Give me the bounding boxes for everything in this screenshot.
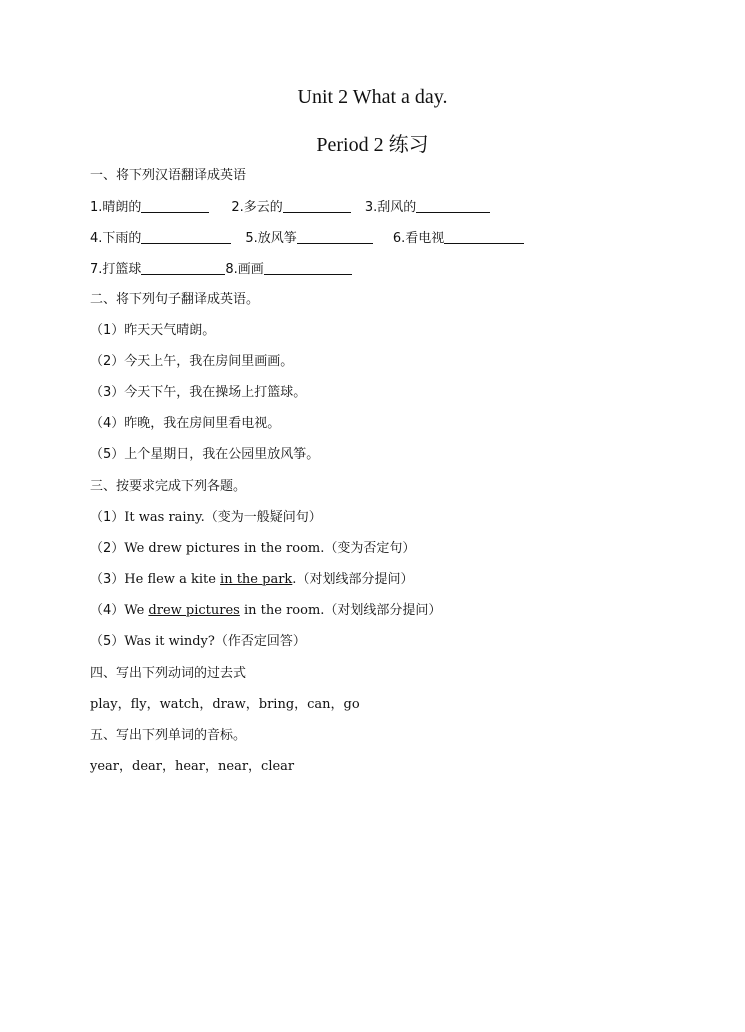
section-4-heading: 四、写出下列动词的过去式 [90,666,247,681]
item-label: 1.晴朗的 [90,200,142,215]
answer-blank[interactable] [141,261,225,275]
item-label: 3.刮风的 [364,200,417,215]
answer-blank[interactable] [416,199,490,213]
item-label: 7.打篮球 [90,262,142,277]
item-label: 5.放风筝 [245,231,297,246]
section-1-row-1 [90,199,490,216]
item-label: 4.下雨的 [90,231,142,246]
item-label: 6.看电视 [392,231,445,246]
sentence-item: （3）今天下午，我在操场上打篮球。 [90,385,307,400]
answer-blank[interactable] [297,230,373,244]
page-subtitle: Period 2 练习 [316,134,429,156]
section-1-row-3 [90,261,352,278]
item-label: 8.画画 [225,262,264,277]
exercise-item-4: （4）We drew pictures in the room.（对划线部分提问） [90,603,442,618]
section-2-heading: 二、将下列句子翻译成英语。 [90,292,260,307]
sentence-item: （2）今天上午，我在房间里画画。 [90,354,294,369]
verb-list: play，fly，watch，draw，bring，can，go [90,697,360,712]
word-list: year，dear，hear，near，clear [90,759,295,774]
section-1-heading: 一、将下列汉语翻译成英语 [90,168,247,183]
exercise-item-1: （1）It was rainy.（变为一般疑问句） [90,510,322,525]
answer-blank[interactable] [444,230,524,244]
sentence-item: （4）昨晚，我在房间里看电视。 [90,416,281,431]
sentence-item: （1）昨天天气晴朗。 [90,323,216,338]
page-title: Unit 2 What a day. [297,86,448,108]
item-label: 2.多云的 [231,200,283,215]
section-1-row-2 [90,230,524,247]
answer-blank[interactable] [264,261,352,275]
exercise-item-5: （5）Was it windy?（作否定回答） [90,634,306,649]
exercise-item-3: （3）He flew a kite in the park.（对划线部分提问） [90,572,414,587]
underlined-phrase: in the park [220,572,293,587]
exercise-item-2: （2）We drew pictures in the room.（变为否定句） [90,541,416,556]
underlined-phrase: drew pictures [148,603,240,618]
section-3-heading: 三、按要求完成下列各题。 [90,479,247,494]
answer-blank[interactable] [283,199,351,213]
answer-blank[interactable] [141,199,209,213]
section-5-heading: 五、写出下列单词的音标。 [90,728,247,743]
answer-blank[interactable] [141,230,231,244]
sentence-item: （5）上个星期日，我在公园里放风筝。 [90,447,320,462]
